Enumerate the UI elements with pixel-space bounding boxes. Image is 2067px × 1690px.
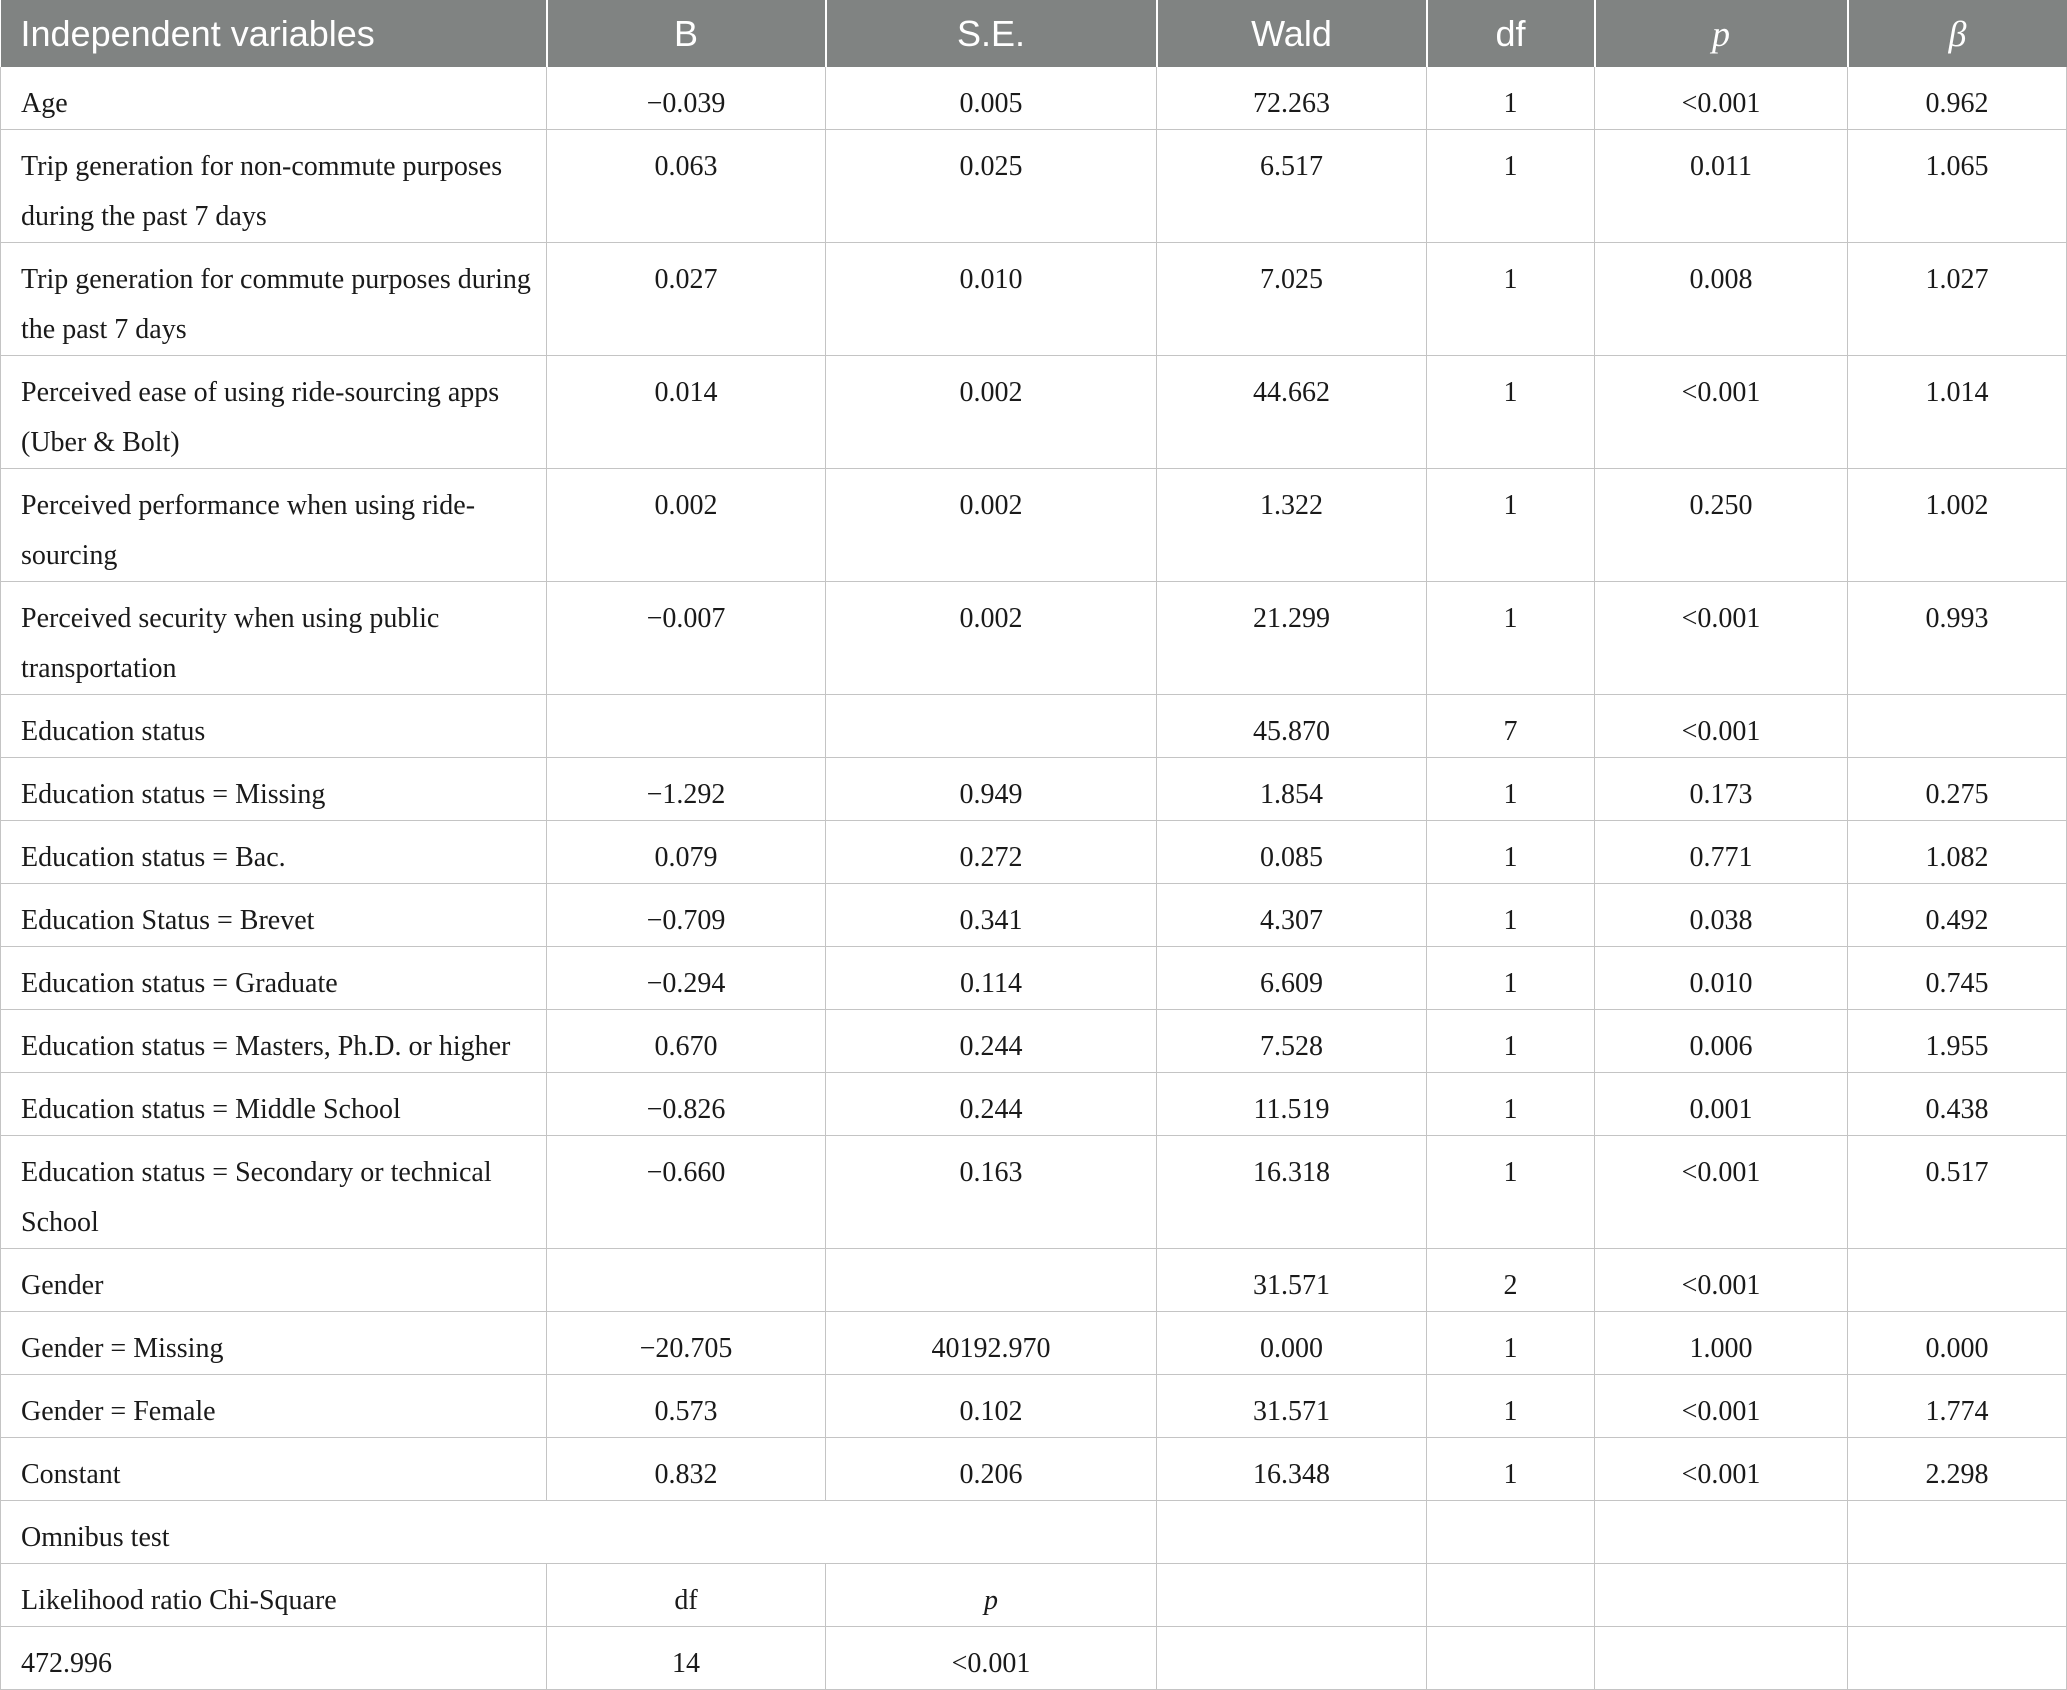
cell-beta: 2.298 xyxy=(1848,1438,2067,1501)
cell-wald: 0.000 xyxy=(1157,1312,1427,1375)
cell-df: 1 xyxy=(1427,758,1595,821)
cell-wald: 1.322 xyxy=(1157,469,1427,582)
cell-p: <0.001 xyxy=(1595,1136,1848,1249)
empty-cell xyxy=(1157,1564,1427,1627)
cell-wald: 21.299 xyxy=(1157,582,1427,695)
cell-df: 7 xyxy=(1427,695,1595,758)
empty-cell xyxy=(1595,1564,1848,1627)
empty-cell xyxy=(1427,1627,1595,1690)
row-label: Perceived security when using public transportation xyxy=(1,582,547,695)
empty-cell xyxy=(1157,1501,1427,1564)
row-label: Education Status = Brevet xyxy=(1,884,547,947)
header-row xyxy=(1,0,2067,67)
cell-wald: 31.571 xyxy=(1157,1249,1427,1312)
omnibus-title: Omnibus test xyxy=(1,1501,1157,1564)
cell-df: 1 xyxy=(1427,1136,1595,1249)
cell-b: −0.007 xyxy=(547,582,826,695)
omnibus-col-label: Likelihood ratio Chi-Square xyxy=(1,1564,547,1627)
cell-df: 1 xyxy=(1427,1375,1595,1438)
cell-se: 40192.970 xyxy=(826,1312,1157,1375)
cell-se: 0.341 xyxy=(826,884,1157,947)
omnibus-header-row xyxy=(1,1564,2067,1627)
row-label: Education status = Masters, Ph.D. or higher xyxy=(1,1010,547,1073)
table-row xyxy=(1,469,2067,582)
cell-beta: 0.438 xyxy=(1848,1073,2067,1136)
cell-b: 0.002 xyxy=(547,469,826,582)
cell-p: 0.006 xyxy=(1595,1010,1848,1073)
cell-df: 1 xyxy=(1427,947,1595,1010)
table-row xyxy=(1,1010,2067,1073)
row-label: Trip generation for non-commute purposes during the past 7 days xyxy=(1,130,547,243)
cell-se: 0.102 xyxy=(826,1375,1157,1438)
cell-wald: 45.870 xyxy=(1157,695,1427,758)
table-row xyxy=(1,67,2067,130)
row-label: Education status = Secondary or technical School xyxy=(1,1136,547,1249)
cell-beta: 0.275 xyxy=(1848,758,2067,821)
cell-b: −20.705 xyxy=(547,1312,826,1375)
table-row xyxy=(1,1438,2067,1501)
empty-cell xyxy=(1848,1564,2067,1627)
cell-beta: 1.027 xyxy=(1848,243,2067,356)
cell-beta: 1.065 xyxy=(1848,130,2067,243)
table-row xyxy=(1,130,2067,243)
row-label: Education status = Missing xyxy=(1,758,547,821)
header-independent-variables: Independent variables xyxy=(1,0,547,67)
table-row xyxy=(1,582,2067,695)
cell-wald: 6.609 xyxy=(1157,947,1427,1010)
cell-p: 0.038 xyxy=(1595,884,1848,947)
cell-p: 0.001 xyxy=(1595,1073,1848,1136)
cell-b: −0.660 xyxy=(547,1136,826,1249)
table-row xyxy=(1,1136,2067,1249)
cell-beta: 0.492 xyxy=(1848,884,2067,947)
row-label: Education status = Middle School xyxy=(1,1073,547,1136)
empty-cell xyxy=(1595,1501,1848,1564)
cell-p: <0.001 xyxy=(1595,695,1848,758)
cell-b: 0.027 xyxy=(547,243,826,356)
cell-se: 0.114 xyxy=(826,947,1157,1010)
table-row xyxy=(1,947,2067,1010)
cell-se: 0.002 xyxy=(826,356,1157,469)
cell-se: 0.949 xyxy=(826,758,1157,821)
omnibus-df: 14 xyxy=(547,1627,826,1690)
cell-df: 1 xyxy=(1427,884,1595,947)
cell-p: <0.001 xyxy=(1595,1249,1848,1312)
cell-beta: 1.002 xyxy=(1848,469,2067,582)
cell-p: 0.173 xyxy=(1595,758,1848,821)
omnibus-values-row xyxy=(1,1627,2067,1690)
row-label: Perceived ease of using ride-sourcing apps (Uber & Bolt) xyxy=(1,356,547,469)
cell-wald: 1.854 xyxy=(1157,758,1427,821)
cell-beta: 0.993 xyxy=(1848,582,2067,695)
cell-se: 0.002 xyxy=(826,582,1157,695)
cell-se: 0.244 xyxy=(826,1073,1157,1136)
cell-beta: 1.955 xyxy=(1848,1010,2067,1073)
cell-beta: 1.082 xyxy=(1848,821,2067,884)
table-row xyxy=(1,695,2067,758)
cell-wald: 44.662 xyxy=(1157,356,1427,469)
empty-cell xyxy=(1427,1501,1595,1564)
row-label: Age xyxy=(1,67,547,130)
header-se: S.E. xyxy=(826,0,1157,67)
cell-p: 0.771 xyxy=(1595,821,1848,884)
cell-df: 2 xyxy=(1427,1249,1595,1312)
cell-p: 0.008 xyxy=(1595,243,1848,356)
cell-b: −0.826 xyxy=(547,1073,826,1136)
table-row xyxy=(1,1375,2067,1438)
cell-b: 0.832 xyxy=(547,1438,826,1501)
cell-b: 0.079 xyxy=(547,821,826,884)
cell-wald: 16.348 xyxy=(1157,1438,1427,1501)
cell-se: 0.244 xyxy=(826,1010,1157,1073)
cell-beta xyxy=(1848,695,2067,758)
header-df: df xyxy=(1427,0,1595,67)
cell-se: 0.163 xyxy=(826,1136,1157,1249)
row-label: Constant xyxy=(1,1438,547,1501)
cell-df: 1 xyxy=(1427,469,1595,582)
omnibus-col-df: df xyxy=(547,1564,826,1627)
row-label: Gender xyxy=(1,1249,547,1312)
cell-se: 0.010 xyxy=(826,243,1157,356)
cell-beta: 0.745 xyxy=(1848,947,2067,1010)
cell-beta: 1.774 xyxy=(1848,1375,2067,1438)
cell-p: <0.001 xyxy=(1595,582,1848,695)
cell-beta: 0.962 xyxy=(1848,67,2067,130)
table-row xyxy=(1,356,2067,469)
table-row xyxy=(1,1073,2067,1136)
cell-p: <0.001 xyxy=(1595,67,1848,130)
cell-wald: 0.085 xyxy=(1157,821,1427,884)
row-label: Gender = Female xyxy=(1,1375,547,1438)
cell-df: 1 xyxy=(1427,67,1595,130)
cell-wald: 16.318 xyxy=(1157,1136,1427,1249)
cell-wald: 6.517 xyxy=(1157,130,1427,243)
cell-b: −1.292 xyxy=(547,758,826,821)
cell-df: 1 xyxy=(1427,1312,1595,1375)
cell-wald: 11.519 xyxy=(1157,1073,1427,1136)
empty-cell xyxy=(1427,1564,1595,1627)
empty-cell xyxy=(1848,1501,2067,1564)
row-label: Education status xyxy=(1,695,547,758)
empty-cell xyxy=(1595,1627,1848,1690)
cell-b xyxy=(547,695,826,758)
header-b: B xyxy=(547,0,826,67)
cell-p: 0.011 xyxy=(1595,130,1848,243)
cell-df: 1 xyxy=(1427,130,1595,243)
table-row xyxy=(1,758,2067,821)
table-row xyxy=(1,884,2067,947)
cell-df: 1 xyxy=(1427,356,1595,469)
cell-df: 1 xyxy=(1427,821,1595,884)
cell-df: 1 xyxy=(1427,243,1595,356)
table-row xyxy=(1,243,2067,356)
header-p: p xyxy=(1595,0,1848,67)
empty-cell xyxy=(1157,1627,1427,1690)
omnibus-p: <0.001 xyxy=(826,1627,1157,1690)
cell-b: −0.709 xyxy=(547,884,826,947)
header-wald: Wald xyxy=(1157,0,1427,67)
cell-p: <0.001 xyxy=(1595,356,1848,469)
cell-b: 0.063 xyxy=(547,130,826,243)
table-row xyxy=(1,1249,2067,1312)
cell-b xyxy=(547,1249,826,1312)
cell-beta xyxy=(1848,1249,2067,1312)
cell-p: 0.250 xyxy=(1595,469,1848,582)
cell-wald: 7.025 xyxy=(1157,243,1427,356)
cell-wald: 4.307 xyxy=(1157,884,1427,947)
table-row xyxy=(1,1312,2067,1375)
omnibus-title-row xyxy=(1,1501,2067,1564)
cell-se: 0.025 xyxy=(826,130,1157,243)
cell-beta: 0.000 xyxy=(1848,1312,2067,1375)
cell-b: 0.670 xyxy=(547,1010,826,1073)
cell-p: 0.010 xyxy=(1595,947,1848,1010)
cell-p: <0.001 xyxy=(1595,1438,1848,1501)
row-label: Trip generation for commute purposes during the past 7 days xyxy=(1,243,547,356)
omnibus-chi-square: 472.996 xyxy=(1,1627,547,1690)
row-label: Gender = Missing xyxy=(1,1312,547,1375)
cell-df: 1 xyxy=(1427,1073,1595,1136)
table-row xyxy=(1,821,2067,884)
cell-p: 1.000 xyxy=(1595,1312,1848,1375)
row-label: Education status = Graduate xyxy=(1,947,547,1010)
cell-wald: 72.263 xyxy=(1157,67,1427,130)
cell-b: 0.573 xyxy=(547,1375,826,1438)
cell-b: −0.039 xyxy=(547,67,826,130)
omnibus-col-p: p xyxy=(826,1564,1157,1627)
cell-se: 0.005 xyxy=(826,67,1157,130)
cell-wald: 7.528 xyxy=(1157,1010,1427,1073)
cell-se: 0.002 xyxy=(826,469,1157,582)
cell-se xyxy=(826,1249,1157,1312)
row-label: Education status = Bac. xyxy=(1,821,547,884)
cell-df: 1 xyxy=(1427,582,1595,695)
cell-se: 0.272 xyxy=(826,821,1157,884)
cell-p: <0.001 xyxy=(1595,1375,1848,1438)
cell-beta: 0.517 xyxy=(1848,1136,2067,1249)
cell-df: 1 xyxy=(1427,1438,1595,1501)
cell-se xyxy=(826,695,1157,758)
empty-cell xyxy=(1848,1627,2067,1690)
header-beta: β xyxy=(1848,0,2067,67)
cell-b: −0.294 xyxy=(547,947,826,1010)
cell-beta: 1.014 xyxy=(1848,356,2067,469)
row-label: Perceived performance when using ride-sourcing xyxy=(1,469,547,582)
cell-df: 1 xyxy=(1427,1010,1595,1073)
cell-b: 0.014 xyxy=(547,356,826,469)
cell-wald: 31.571 xyxy=(1157,1375,1427,1438)
cell-se: 0.206 xyxy=(826,1438,1157,1501)
